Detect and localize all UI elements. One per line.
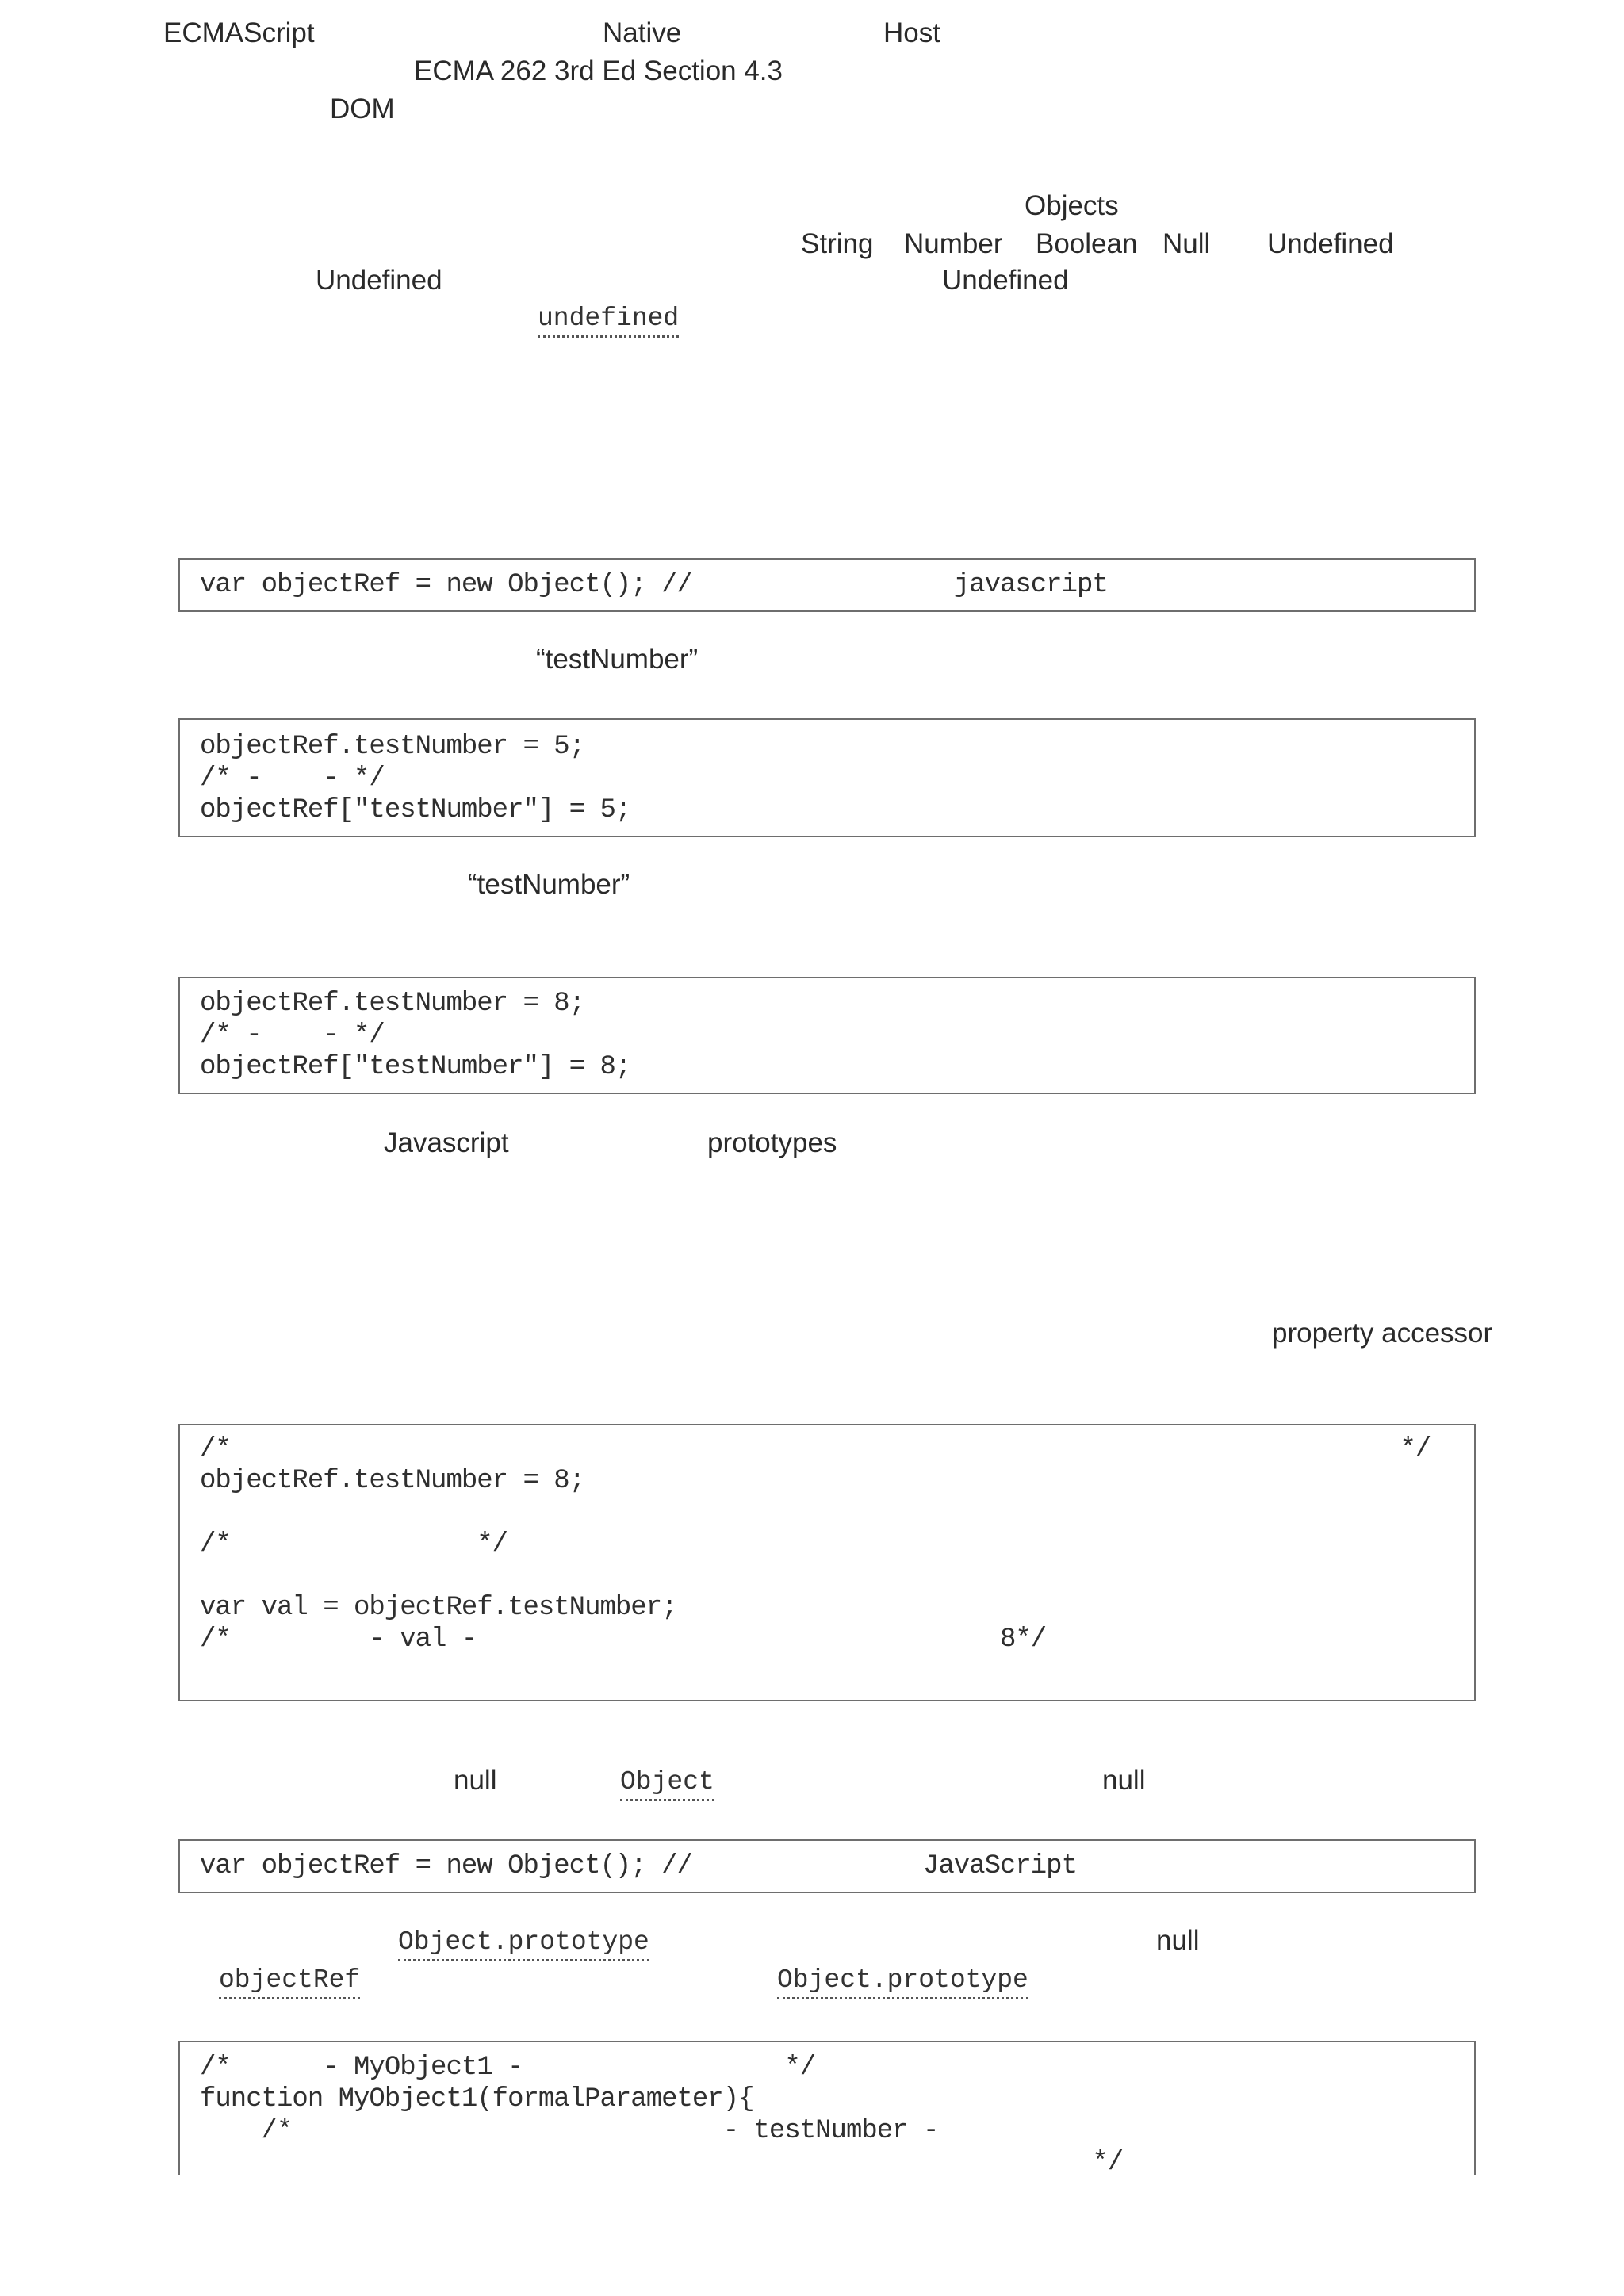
code-line: /* - testNumber - [200, 2116, 939, 2146]
link-object-prototype-1[interactable]: Object.prototype [398, 1927, 649, 1961]
ecma-reference: ECMA 262 3rd Ed Section 4.3 [414, 55, 783, 86]
code-block-6 [178, 2041, 1476, 2178]
code-line: /* - val - 8*/ [200, 1624, 1047, 1655]
term-null-2: null [1102, 1765, 1146, 1796]
type-undefined: Undefined [1267, 228, 1394, 259]
term-host: Host [883, 17, 940, 48]
term-native: Native [603, 17, 682, 48]
code-line: */ [200, 2148, 1124, 2178]
term-undefined-mid: Undefined [942, 265, 1069, 296]
code-line: /* - - */ [200, 763, 385, 794]
code-line: var objectRef = new Object(); // JavaScript [200, 1851, 1077, 1881]
code-block-5 [178, 1839, 1476, 1893]
term-javascript: Javascript [384, 1127, 509, 1158]
term-null-3: null [1156, 1925, 1200, 1956]
code-line: objectRef.testNumber = 8; [200, 989, 585, 1019]
code-block-2 [178, 718, 1476, 837]
code-line: objectRef["testNumber"] = 5; [200, 795, 631, 825]
type-string: String [801, 228, 874, 259]
type-boolean: Boolean [1036, 228, 1138, 259]
link-object-prototype-2[interactable]: Object.prototype [777, 1965, 1028, 1999]
code-block-3 [178, 977, 1476, 1094]
code-line: var objectRef = new Object(); // javascript [200, 570, 1108, 600]
term-dom: DOM [330, 94, 395, 124]
code-block-1 [178, 558, 1476, 612]
code-line: var val = objectRef.testNumber; [200, 1593, 677, 1623]
inline-testnumber-1: “testNumber” [536, 644, 699, 675]
code-line: /* */ [200, 1434, 1431, 1464]
type-null: Null [1162, 228, 1211, 259]
term-null-1: null [454, 1765, 497, 1796]
code-line: objectRef["testNumber"] = 8; [200, 1052, 631, 1082]
link-objectref[interactable]: objectRef [219, 1965, 360, 1999]
code-line: objectRef.testNumber = 5; [200, 732, 585, 762]
inline-testnumber-2: “testNumber” [468, 869, 630, 900]
term-property-accessor: property accessor [1272, 1318, 1493, 1349]
code-block-4 [178, 1424, 1476, 1701]
term-objects: Objects [1025, 190, 1119, 221]
code-line: /* - - */ [200, 1020, 385, 1050]
term-prototypes: prototypes [707, 1127, 837, 1158]
code-line: function MyObject1(formalParameter){ [200, 2084, 754, 2114]
link-object[interactable]: Object [620, 1766, 714, 1801]
type-number: Number [904, 228, 1003, 259]
term-undefined-left: Undefined [316, 265, 442, 296]
code-line: /* - MyObject1 - */ [200, 2053, 816, 2083]
code-line: /* */ [200, 1529, 508, 1559]
code-line: objectRef.testNumber = 8; [200, 1466, 585, 1496]
link-undefined[interactable]: undefined [538, 303, 679, 338]
term-ecmascript: ECMAScript [163, 17, 315, 48]
